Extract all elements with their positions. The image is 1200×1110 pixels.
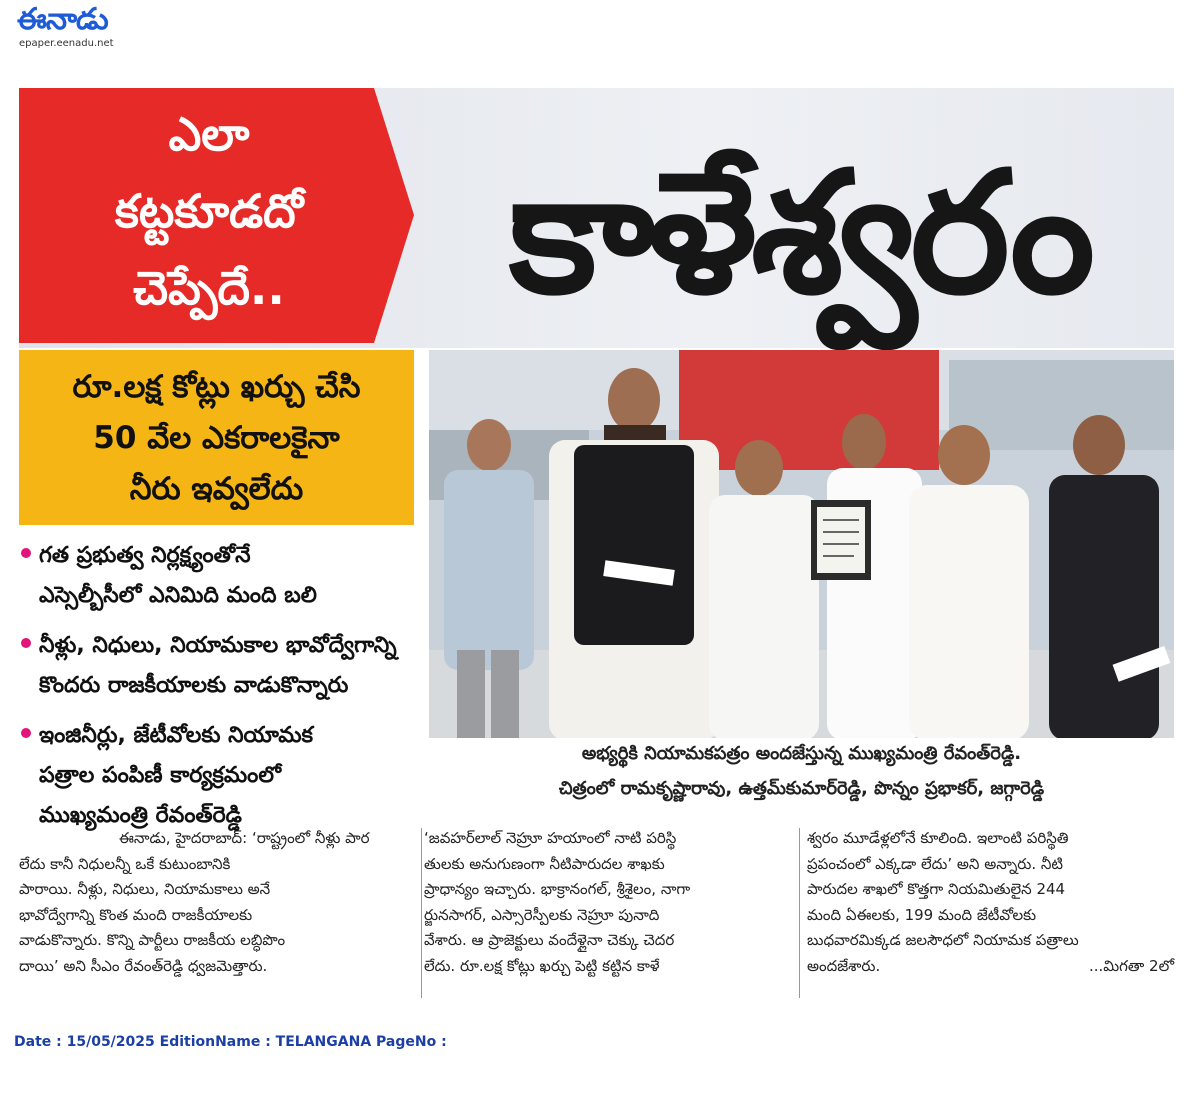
- col3-line: [807, 954, 1174, 980]
- kicker-line-3: చెప్పేదే..: [133, 261, 285, 315]
- body-column-1: [19, 826, 414, 979]
- col1-line: వాడుకొన్నారు. కొన్ని పార్టీలు రాజకీయ లబ్ధిపొం: [19, 931, 286, 949]
- sub-headline-line-2: 50 వేల ఎకరాలకైనా: [93, 420, 340, 456]
- col2-line: ‘జవహర్‌లాల్ నెహ్రూ హయాంలో నాటి పరిస్థి: [424, 829, 677, 847]
- headline-banner: [19, 88, 1174, 348]
- bullet-point-1: [19, 536, 414, 616]
- news-clipping: [19, 88, 1174, 1018]
- col3-line: శ్వరం మూడేళ్లలోనే కూలింది. ఇలాంటి పరిస్థితి: [807, 829, 1069, 847]
- col1-line: దాయి’ అని సీఎం రేవంత్‌రెడ్డి ధ్వజమెత్తారు.: [19, 956, 268, 975]
- col1-line: పారాయి. నీళ్లు, నిధులు, నియామకాలు అనే: [19, 880, 271, 898]
- column-divider: [799, 828, 800, 998]
- bullet-point-3: [19, 716, 414, 836]
- column-divider: [421, 828, 422, 998]
- sub-headline-line-3: నీరు ఇవ్వలేదు: [129, 471, 304, 507]
- bullet-2-line-1: నీళ్లు, నిధులు, నియామకాల భావోద్వేగాన్ని: [39, 633, 397, 658]
- edition-footer: Date : 15/05/2025 EditionName : TELANGANA PageNo :: [14, 1034, 447, 1050]
- bullet-3-line-2: పత్రాల పంపిణీ కార్యక్రమంలో: [39, 763, 281, 788]
- bullet-dot-icon: [21, 728, 31, 738]
- col2-line: వేశారు. ఆ ప్రాజెక్టులు వందేళ్లైనా చెక్కు చెదర: [424, 931, 675, 949]
- kicker-tag: [19, 88, 414, 343]
- col2-line: ర్జునసాగర్, ఎస్సారెస్పీలకు నెహ్రూ పునాది: [424, 905, 660, 924]
- col1-line: భావోద్వేగాన్ని కొంత మంది రాజకీయాలకు: [19, 905, 253, 924]
- col3-line: పారుదల శాఖలో కొత్తగా నియమితులైన 244: [807, 880, 1066, 898]
- eenadu-logo[interactable]: [13, 2, 153, 52]
- col3-line: ప్రపంచంలో ఎక్కడా లేదు’ అని అన్నారు. నీటి: [807, 854, 1064, 873]
- kicker-line-1: ఎలా: [168, 107, 250, 161]
- col1-line: లేదు కానీ నిధులన్నీ ఒకే కుటుంబానికి: [19, 854, 231, 873]
- bullet-3-line-3: ముఖ్యమంత్రి రేవంత్‌రెడ్డి: [39, 803, 242, 828]
- bullet-dot-icon: [21, 548, 31, 558]
- photo-illustration: [429, 350, 1174, 738]
- bullet-2-line-2: కొందరు రాజకీయాలకు వాడుకొన్నారు: [39, 673, 349, 698]
- bullet-dot-icon: [21, 638, 31, 648]
- logo-url: epaper.eenadu.net: [19, 38, 114, 49]
- col3-line: బుధవారమిక్కడ జలసౌధలో నియామక పత్రాలు: [807, 931, 1079, 949]
- col2-line: ప్రాధాన్యం ఇచ్చారు. భాక్రానంగల్, శ్రీశైలం, నాగా: [424, 880, 691, 898]
- col3-last-line: అందజేశారు.: [807, 956, 881, 975]
- sub-headline-line-1: రూ.లక్ష కోట్లు ఖర్చు చేసి: [72, 369, 361, 405]
- main-headline: కాళేశ్వరం: [508, 135, 1090, 331]
- news-photo: [429, 350, 1174, 738]
- logo-wordmark: ఈనాడు: [17, 2, 108, 37]
- body-column-3: [807, 826, 1174, 979]
- continued-marker: ...మిగతా 2లో: [1088, 956, 1174, 975]
- photo-caption-line-2: చిత్రంలో రామకృష్ణారావు, ఉత్తమ్‌కుమార్‌రెడ్డి, పొన్నం ప్రభాకర్, జగ్గారెడ్డి: [558, 778, 1045, 799]
- col3-line: మంది ఏఈలకు, 199 మంది జేటీవోలకు: [807, 905, 1037, 924]
- body-column-2: [424, 826, 796, 979]
- bullet-1-line-2: ఎస్సెల్బీసీలో ఎనిమిది మంది బలి: [39, 583, 317, 608]
- bullet-1-line-1: గత ప్రభుత్వ నిర్లక్ష్యంతోనే: [39, 543, 251, 568]
- col2-line: లేదు. రూ.లక్ష కోట్లు ఖర్చు పెట్టి కట్టిన కాళే: [424, 956, 660, 975]
- bullet-3-line-1: ఇంజినీర్లు, జేటీవోలకు నియామక: [39, 723, 313, 748]
- bullet-point-2: [19, 626, 414, 706]
- col2-line: తులకు అనుగుణంగా నీటిపారుదల శాఖకు: [424, 854, 665, 873]
- kicker-line-2: కట్టకూడదో: [114, 184, 304, 238]
- col1-line: ఈనాడు, హైదరాబాద్: ‘రాష్ట్రంలో నీళ్లు పార: [119, 829, 370, 847]
- sub-headline-box: [19, 350, 414, 525]
- photo-caption-line-1: అభ్యర్థికి నియామకపత్రం అందజేస్తున్న ముఖ్యమంత్రి రేవంత్‌రెడ్డి.: [581, 743, 1022, 764]
